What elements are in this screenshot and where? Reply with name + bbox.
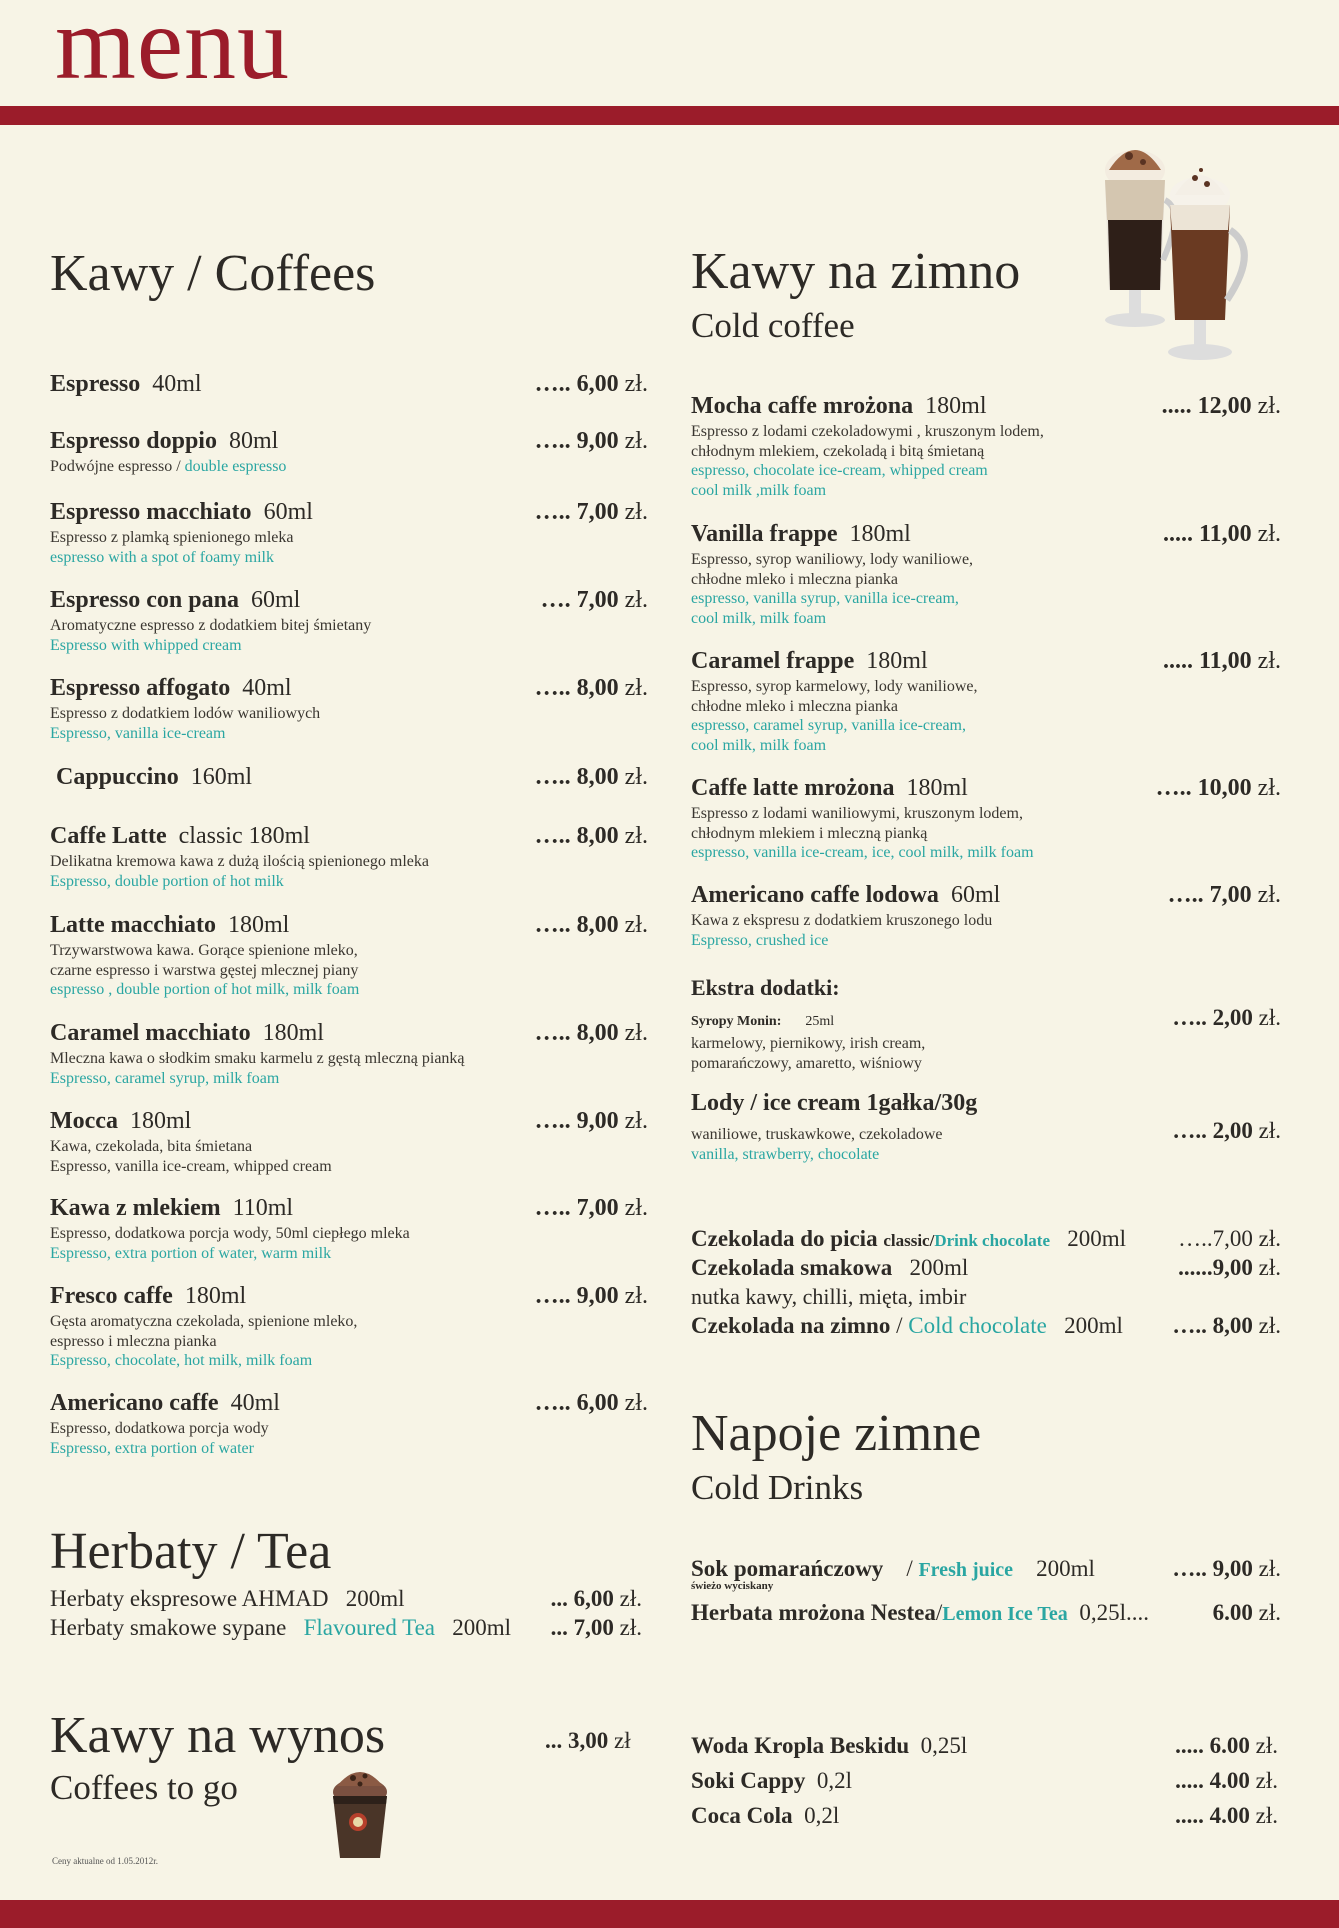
menu-item-desc-pl: Trzywarstwowa kawa. Gorące spienione mleko, [50, 942, 358, 959]
menu-item-desc-pl-2: Espresso, vanilla ice-cream, whipped cream [50, 1157, 332, 1175]
menu-item-price: ….. 9,00 [534, 428, 619, 454]
menu-item-desc-en: Espresso, extra portion of water [50, 1439, 254, 1457]
choc-2-name: Czekolada smakowa [691, 1255, 893, 1280]
menu-item-size: 60ml [250, 587, 301, 613]
menu-item-price: ..... 11,00 [1162, 521, 1252, 547]
menu-item-price: ..... 11,00 [1162, 648, 1252, 674]
menu-item-desc-en-2: cool milk, milk foam [691, 609, 827, 627]
menu-item-desc-en: espresso, vanilla syrup, vanilla ice-cream, [691, 590, 959, 607]
menu-item-unit: zł. [624, 587, 648, 613]
cold-drinks-subtitle: Cold Drinks [691, 1468, 864, 1507]
menu-item-unit: zł. [624, 1283, 648, 1309]
menu-item-size: 180ml [227, 912, 290, 938]
menu-item-desc-pl: Mleczna kawa o słodkim smaku karmelu z gęstą mleczną pianką [50, 1050, 465, 1067]
menu-item-unit: zł. [624, 912, 648, 938]
menu-item-name: Vanilla frappe [691, 521, 838, 547]
menu-item-size: 40ml [152, 371, 202, 397]
menu-item-size: 0,2l [804, 1803, 840, 1828]
menu-item-price-wrap [1163, 521, 1281, 548]
menu-item [691, 1803, 1278, 1832]
choc-1-en: Drink chocolate [934, 1231, 1051, 1250]
menu-item-name: Caramel macchiato [50, 1020, 251, 1046]
menu-item-desc-en-2: cool milk ,milk foam [691, 481, 827, 499]
menu-item [691, 1733, 1278, 1762]
menu-item-unit: zł. [624, 428, 648, 454]
choc-1-unit: zł. [1258, 1226, 1281, 1251]
menu-item-desc-pl: Espresso z lodami czekoladowymi , kruszonym lodem, [691, 423, 1044, 440]
menu-item-price: ….. 9,00 [534, 1108, 619, 1134]
ice-tea-price: 6.00 [1212, 1600, 1253, 1625]
tea-item-unit: zł. [619, 1615, 642, 1640]
ice-tea-unit: zł. [1258, 1600, 1281, 1625]
choc-1-sub: classic/ [883, 1231, 935, 1250]
menu-item-name: Latte macchiato [50, 912, 216, 938]
menu-item-name: Caffe Latte [50, 823, 167, 849]
ice-tea-name: Herbata mrożona Nestea [691, 1600, 936, 1625]
menu-item-price-wrap [535, 1195, 648, 1222]
menu-item-price: ..... 12,00 [1161, 393, 1252, 419]
menu-item-desc-en: Espresso with whipped cream [50, 636, 242, 654]
menu-item-price-wrap [535, 371, 648, 398]
menu-item-row [50, 675, 648, 704]
menu-item-row [691, 1733, 1278, 1762]
menu-item-desc-pl: Kawa, czekolada, bita śmietana [50, 1138, 253, 1155]
menu-item-size: 160ml [190, 764, 253, 790]
menu-item-unit: zł. [624, 1195, 648, 1221]
menu-item-price: ….. 8,00 [534, 675, 619, 701]
header-bar [0, 106, 1339, 125]
menu-item-desc-en: espresso with a spot of foamy milk [50, 548, 274, 566]
menu-item-row [50, 371, 648, 400]
menu-item-price-wrap [535, 1020, 648, 1047]
menu-item [691, 775, 1281, 863]
menu-item-desc-en: Espresso, chocolate, hot milk, milk foam [50, 1352, 313, 1369]
menu-item-unit: zł. [1255, 1803, 1278, 1828]
menu-item-size: 60ml [263, 499, 313, 525]
menu-item-size: 180ml [262, 1020, 324, 1046]
menu-item [50, 1195, 648, 1263]
menu-item-price: ….. 10,00 [1155, 775, 1252, 801]
syrup-label: Syropy Monin: [691, 1014, 782, 1029]
menu-item-name: Americano caffe lodowa [691, 882, 939, 908]
choc-2-size: 200ml [909, 1255, 969, 1280]
tea-item-size: 200ml [452, 1615, 512, 1640]
menu-item-unit: zł. [624, 823, 648, 849]
menu-item-name: Espresso macchiato [50, 499, 252, 525]
menu-item-unit: zł. [1257, 521, 1281, 547]
ice-cream-en: vanilla, strawberry, chocolate [691, 1145, 880, 1163]
juice-size: 200ml [1036, 1556, 1095, 1581]
menu-item-price: ..... 6.00 [1175, 1733, 1250, 1758]
menu-item-price: ….. 7,00 [1167, 882, 1252, 908]
menu-item-row [691, 1768, 1278, 1797]
menu-item [50, 912, 648, 1000]
menu-item-desc-en: espresso, vanilla ice-cream, ice, cool milk, milk foam [691, 844, 1034, 861]
choc-1-price: …..7,00 [1178, 1226, 1253, 1251]
menu-item-desc-pl: Espresso z dodatkiem lodów waniliowych [50, 705, 321, 722]
menu-item-unit: zł. [1257, 882, 1281, 908]
menu-item-price: ….. 8,00 [534, 912, 619, 938]
menu-item-desc-en: double espresso [184, 458, 287, 475]
menu-item-price: ….. 8,00 [534, 823, 619, 849]
choc-3-price: ….. 8,00 [1172, 1313, 1253, 1338]
ice-tea-sep: / [935, 1600, 943, 1625]
footer-bar [0, 1900, 1339, 1928]
price-validity-note: Ceny aktualne od 1.05.2012r. [52, 1856, 158, 1866]
menu-item-unit: zł. [1257, 775, 1281, 801]
menu-item-name: Woda Kropla Beskidu [691, 1733, 910, 1758]
menu-item-name: Fresco caffe [50, 1283, 173, 1309]
menu-item-size: 180ml [925, 393, 987, 419]
menu-item-unit: zł. [1257, 393, 1281, 419]
ice-tea-en: Lemon Ice Tea [942, 1603, 1068, 1625]
menu-item-price: ..... 4.00 [1175, 1803, 1250, 1828]
menu-item-size: 180ml [184, 1283, 247, 1309]
menu-item-price-wrap [535, 675, 648, 702]
menu-item-desc-pl: Espresso, dodatkowa porcja wody [50, 1420, 269, 1437]
menu-item-price-wrap [1163, 648, 1281, 675]
menu-item-size: 180ml [849, 521, 911, 547]
menu-item-unit: zł. [624, 499, 648, 525]
menu-item [50, 371, 648, 400]
cold-drinks-heading: Napoje zimne [691, 1405, 982, 1462]
menu-item-desc-pl-2: chłodnym mlekiem, czekoladą i bitą śmietaną [691, 442, 985, 460]
menu-item-size: 0,25l [920, 1733, 968, 1758]
menu-item-desc-en: espresso, caramel syrup, vanilla ice-cream, [691, 717, 966, 734]
extras-heading: Ekstra dodatki: [691, 975, 840, 1000]
juice-name: Sok pomarańczowy [691, 1556, 884, 1581]
menu-item [56, 764, 648, 793]
choc-3-unit: zł. [1258, 1313, 1281, 1338]
cold-coffee-heading: Kawy na zimno [691, 243, 1021, 300]
menu-item-row [50, 587, 648, 616]
menu-item-desc-en: Espresso, crushed ice [691, 931, 829, 949]
menu-item-desc-pl-2: espresso i mleczna pianka [50, 1332, 217, 1350]
menu-item-price-wrap [1162, 393, 1281, 420]
tea-heading: Herbaty / Tea [50, 1523, 332, 1580]
menu-item-name: Caffe latte mrożona [691, 775, 895, 801]
juice-en: Fresh juice [918, 1559, 1014, 1581]
menu-item [50, 675, 648, 743]
menu-item-row [691, 775, 1281, 804]
menu-item-unit: zł. [624, 1108, 648, 1134]
menu-item-price-wrap [535, 912, 648, 939]
menu-item-desc-pl: Espresso z plamką spienionego mleka [50, 529, 294, 546]
menu-item-price: ….. 6,00 [534, 1390, 619, 1416]
menu-item-price-wrap [535, 428, 648, 455]
juice-note: świeżo wyciskany [691, 1580, 774, 1592]
menu-item-desc-en: Espresso, double portion of hot milk [50, 872, 284, 890]
tea-item-name: Herbaty ekspresowe AHMAD [50, 1586, 329, 1611]
menu-item-unit: zł. [624, 1020, 648, 1046]
menu-item-name: Espresso [50, 371, 141, 397]
menu-item-desc-pl-2: chłodnym mlekiem i mleczną pianką [691, 824, 928, 842]
menu-item-size: classic 180ml [178, 823, 310, 849]
menu-item-desc-pl: Espresso, dodatkowa porcja wody, 50ml ciepłego mleka [50, 1225, 410, 1242]
to-go-unit: zł [614, 1728, 631, 1753]
menu-item-row [691, 648, 1281, 677]
menu-item-size: 40ml [242, 675, 292, 701]
choc-1-name: Czekolada do picia [691, 1226, 878, 1251]
to-go-heading: Kawy na wynos [50, 1707, 386, 1764]
menu-item-desc-pl: Espresso, syrop waniliowy, lody waniliowe, [691, 551, 974, 568]
chocolate-section [691, 1226, 1281, 1342]
menu-item-name: Caramel frappe [691, 648, 855, 674]
menu-item-unit: zł. [624, 1390, 648, 1416]
menu-item-row [691, 1803, 1278, 1832]
menu-item-row [50, 428, 648, 457]
ice-cream-unit: zł. [1258, 1118, 1281, 1143]
menu-item-name: Espresso affogato [50, 675, 231, 701]
menu-item-price-wrap [541, 587, 648, 614]
menu-item-name: Coca Cola [691, 1803, 793, 1828]
menu-item-price-wrap [1175, 1803, 1278, 1829]
menu-item-name: Soki Cappy [691, 1768, 806, 1793]
juice-sep: / [906, 1556, 913, 1581]
menu-item-row [50, 912, 648, 941]
menu-item-price-wrap [535, 499, 648, 526]
menu-item-price-wrap [535, 1390, 648, 1417]
menu-item-unit: zł. [1255, 1733, 1278, 1758]
menu-item-price: ….. 6,00 [534, 371, 619, 397]
menu-item-name: Mocha caffe mrożona [691, 393, 914, 419]
menu-item-unit: zł. [1257, 648, 1281, 674]
syrup-size: 25ml [805, 1014, 835, 1029]
to-go-subtitle: Coffees to go [50, 1768, 238, 1807]
syrup-unit: zł. [1258, 1005, 1281, 1030]
menu-item-row [691, 393, 1281, 422]
menu-item-desc-en: Espresso, vanilla ice-cream [50, 724, 226, 742]
tea-item-price: ... 6,00 [550, 1586, 614, 1611]
menu-item-price: ….. 9,00 [534, 1283, 619, 1309]
menu-item-desc-pl: Espresso z lodami waniliowymi, kruszonym lodem, [691, 805, 1023, 822]
menu-item-row [691, 521, 1281, 550]
extras-item [691, 1005, 1281, 1075]
menu-item-row [691, 882, 1281, 911]
tea-item-unit: zł. [619, 1586, 642, 1611]
menu-item-price-wrap [535, 764, 648, 791]
menu-item-name: Americano caffe [50, 1390, 219, 1416]
choc-1-size: 200ml [1067, 1226, 1127, 1251]
menu-item-price: ….. 7,00 [534, 1195, 619, 1221]
menu-item-size: 180ml [129, 1108, 192, 1134]
choc-2-desc: nutka kawy, chilli, mięta, imbir [691, 1284, 967, 1309]
menu-item-row [50, 499, 648, 528]
syrup-list: karmelowy, piernikowy, irish cream, [691, 1035, 926, 1052]
menu-item-unit: zł. [1255, 1768, 1278, 1793]
menu-item-price: ..... 4.00 [1175, 1768, 1250, 1793]
ice-cream-pl: waniliowe, truskawkowe, czekoladowe [691, 1126, 943, 1143]
menu-item [50, 428, 648, 477]
menu-item-price-wrap [1168, 882, 1281, 909]
tea-item-price: ... 7,00 [550, 1615, 614, 1640]
tea-item-size: 200ml [345, 1586, 405, 1611]
menu-item-row [56, 764, 648, 793]
choc-3-name: Czekolada na zimno [691, 1313, 891, 1338]
syrup-list-2: pomarańczowy, amaretto, wiśniowy [691, 1054, 922, 1072]
menu-item-name: Espresso doppio [50, 428, 217, 454]
menu-item-price: ….. 8,00 [534, 1020, 619, 1046]
menu-item-price-wrap [1156, 775, 1281, 802]
menu-item-desc-en: espresso , double portion of hot milk, milk foam [50, 981, 360, 998]
menu-item-price-wrap [535, 823, 648, 850]
ice-cream-item [691, 1090, 1281, 1164]
iced-coffee-glasses-illustration [1085, 140, 1265, 370]
menu-item-size: 110ml [232, 1195, 294, 1221]
menu-item [50, 1020, 648, 1088]
menu-item-size: 60ml [950, 882, 1001, 908]
menu-item-desc-en-2: cool milk, milk foam [691, 736, 827, 754]
to-go-price-row [545, 1728, 631, 1754]
menu-item-price-wrap [1175, 1768, 1278, 1794]
menu-item-price: …. 7,00 [540, 587, 619, 613]
to-go-price: ... 3,00 [545, 1728, 609, 1753]
choc-2-unit: zł. [1258, 1255, 1281, 1280]
ice-cream-name: Lody / ice cream 1gałka/30g [691, 1090, 978, 1116]
menu-item-name: Cappuccino [56, 764, 179, 790]
menu-item-size: 0,2l [816, 1768, 853, 1793]
menu-item-desc-pl [50, 457, 648, 477]
menu-item-desc-pl: Espresso, syrop karmelowy, lody waniliowe, [691, 678, 978, 695]
menu-item-desc-pl-2: chłodne mleko i mleczna pianka [691, 570, 899, 588]
menu-item-name: Espresso con pana [50, 587, 239, 613]
menu-item-desc-pl-text: Podwójne espresso / [50, 458, 181, 475]
menu-item-price: ….. 7,00 [534, 499, 619, 525]
menu-item-desc-pl-2: czarne espresso i warstwa gęstej mlecznej piany [50, 961, 359, 979]
choc-3-size: 200ml [1064, 1313, 1123, 1338]
menu-item-price-wrap [1175, 1733, 1278, 1759]
juice-item [691, 1556, 1281, 1592]
coffee-cup-illustration [320, 1262, 400, 1862]
coffees-heading: Kawy / Coffees [50, 245, 376, 302]
tea-item-name: Herbaty smakowe sypane [50, 1615, 287, 1640]
menu-item-price-wrap [535, 1283, 648, 1310]
menu-item-unit: zł. [624, 675, 648, 701]
menu-item-size: 180ml [866, 648, 928, 674]
ice-tea-item [691, 1600, 1281, 1629]
menu-item [691, 521, 1281, 628]
menu-item-row [50, 1020, 648, 1049]
menu-item-row [50, 1108, 648, 1137]
menu-item-unit: zł. [624, 764, 648, 790]
menu-item-desc-pl: Gęsta aromatyczna czekolada, spienione mleko, [50, 1313, 358, 1330]
menu-item [691, 648, 1281, 755]
menu-item-unit: zł. [624, 371, 648, 397]
menu-item-name: Mocca [50, 1108, 118, 1134]
menu-item-desc-pl-2: chłodne mleko i mleczna pianka [691, 697, 899, 715]
juice-unit: zł. [1258, 1556, 1281, 1581]
syrup-price: ….. 2,00 [1172, 1005, 1253, 1030]
juice-price: ….. 9,00 [1172, 1556, 1253, 1581]
menu-item-size: 180ml [906, 775, 968, 801]
menu-item-desc-en: espresso, chocolate ice-cream, whipped cream [691, 462, 988, 479]
menu-item [50, 499, 648, 567]
ice-tea-size: 0,25l.... [1079, 1600, 1149, 1625]
menu-item-desc-en: Espresso, extra portion of water, warm milk [50, 1244, 332, 1262]
cold-coffee-subtitle: Cold coffee [691, 306, 855, 345]
ice-cream-price: ….. 2,00 [1172, 1118, 1253, 1143]
tea-item-en: Flavoured Tea [303, 1615, 436, 1640]
menu-item-row [50, 823, 648, 852]
menu-item [50, 587, 648, 655]
menu-item [50, 823, 648, 891]
choc-2-price: ......9,00 [1178, 1255, 1253, 1280]
menu-item [50, 1108, 648, 1176]
menu-title: menu [55, 0, 291, 101]
choc-3-en: Cold chocolate [908, 1313, 1047, 1338]
menu-item-desc-pl: Aromatyczne espresso z dodatkiem bitej śmietany [50, 617, 372, 634]
menu-item-desc-pl: Delikatna kremowa kawa z dużą ilością spienionego mleka [50, 853, 429, 870]
menu-item-price-wrap [535, 1108, 648, 1135]
menu-item-price: ….. 8,00 [534, 764, 619, 790]
menu-item-desc-pl: Kawa z ekspresu z dodatkiem kruszonego lodu [691, 912, 993, 929]
menu-item-size: 80ml [228, 428, 279, 454]
menu-item-size: 40ml [230, 1390, 280, 1416]
menu-item [691, 882, 1281, 950]
menu-item-desc-en: Espresso, caramel syrup, milk foam [50, 1069, 280, 1087]
menu-item [691, 1768, 1278, 1797]
menu-item-name: Kawa z mlekiem [50, 1195, 221, 1221]
menu-item-row [50, 1195, 648, 1224]
choc-3-sep: / [896, 1313, 903, 1338]
menu-item [691, 393, 1281, 500]
